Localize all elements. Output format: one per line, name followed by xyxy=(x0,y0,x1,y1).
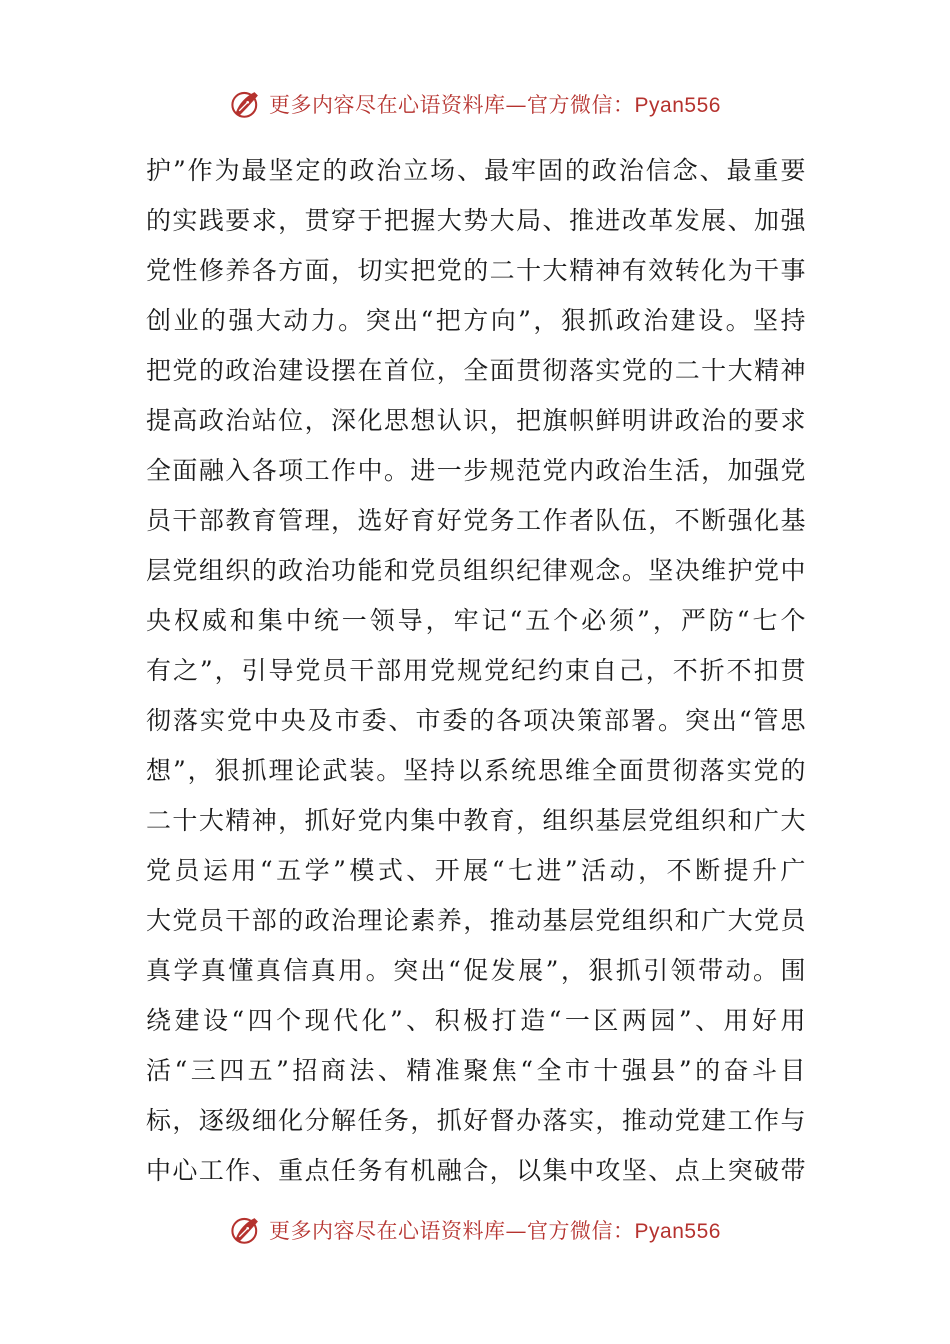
text-line: 员干部教育管理，选好育好党务工作者队伍，不断强化基 xyxy=(146,506,806,535)
text-line: 真学真懂真信真用。突出“促发展”，狠抓引领带动。围 xyxy=(146,956,806,985)
text-line: 创业的强大动力。突出“把方向”，狠抓政治建设。坚持 xyxy=(146,306,806,335)
pen-nib-logo-icon xyxy=(229,1213,263,1247)
document-body xyxy=(146,146,806,1196)
text-line: 党性修养各方面，切实把党的二十大精神有效转化为干事 xyxy=(146,256,806,285)
text-line: 大党员干部的政治理论素养，推动基层党组织和广大党员 xyxy=(146,906,806,935)
text-line: 把党的政治建设摆在首位，全面贯彻落实党的二十大精神 xyxy=(146,356,806,385)
text-line: 标，逐级细化分解任务，抓好督办落实，推动党建工作与 xyxy=(146,1106,806,1135)
text-line: 活“三四五”招商法、精准聚焦“全市十强县”的奋斗目 xyxy=(146,1056,806,1085)
text-line: 想”，狠抓理论武装。坚持以系统思维全面贯彻落实党的 xyxy=(146,756,806,785)
text-line: 层党组织的政治功能和党员组织纪律观念。坚决维护党中 xyxy=(146,556,806,585)
footer-watermark-banner xyxy=(0,1210,950,1250)
text-line: 提高政治站位，深化思想认识，把旗帜鲜明讲政治的要求 xyxy=(146,406,806,435)
text-line: 护”作为最坚定的政治立场、最牢固的政治信念、最重要 xyxy=(146,156,806,185)
text-line: 绕建设“四个现代化”、积极打造“一区两园”、用好用 xyxy=(146,1006,806,1035)
text-line: 党员运用“五学”模式、开展“七进”活动，不断提升广 xyxy=(146,856,806,885)
text-line: 的实践要求，贯穿于把握大势大局、推进改革发展、加强 xyxy=(146,206,806,235)
pen-nib-logo-icon xyxy=(229,87,263,121)
header-watermark-banner xyxy=(0,84,950,124)
footer-banner-text: 更多内容尽在心语资料库—官方微信：Pyan556 xyxy=(269,1219,721,1243)
text-line: 有之”，引导党员干部用党规党纪约束自己，不折不扣贯 xyxy=(146,656,806,685)
text-line: 全面融入各项工作中。进一步规范党内政治生活，加强党 xyxy=(146,456,806,485)
header-banner-text: 更多内容尽在心语资料库—官方微信：Pyan556 xyxy=(269,93,721,117)
text-line: 二十大精神，抓好党内集中教育，组织基层党组织和广大 xyxy=(146,806,806,835)
text-line: 彻落实党中央及市委、市委的各项决策部署。突出“管思 xyxy=(146,706,806,735)
text-line: 中心工作、重点任务有机融合，以集中攻坚、点上突破带 xyxy=(146,1156,806,1185)
text-line: 央权威和集中统一领导，牢记“五个必须”，严防“七个 xyxy=(146,606,806,635)
